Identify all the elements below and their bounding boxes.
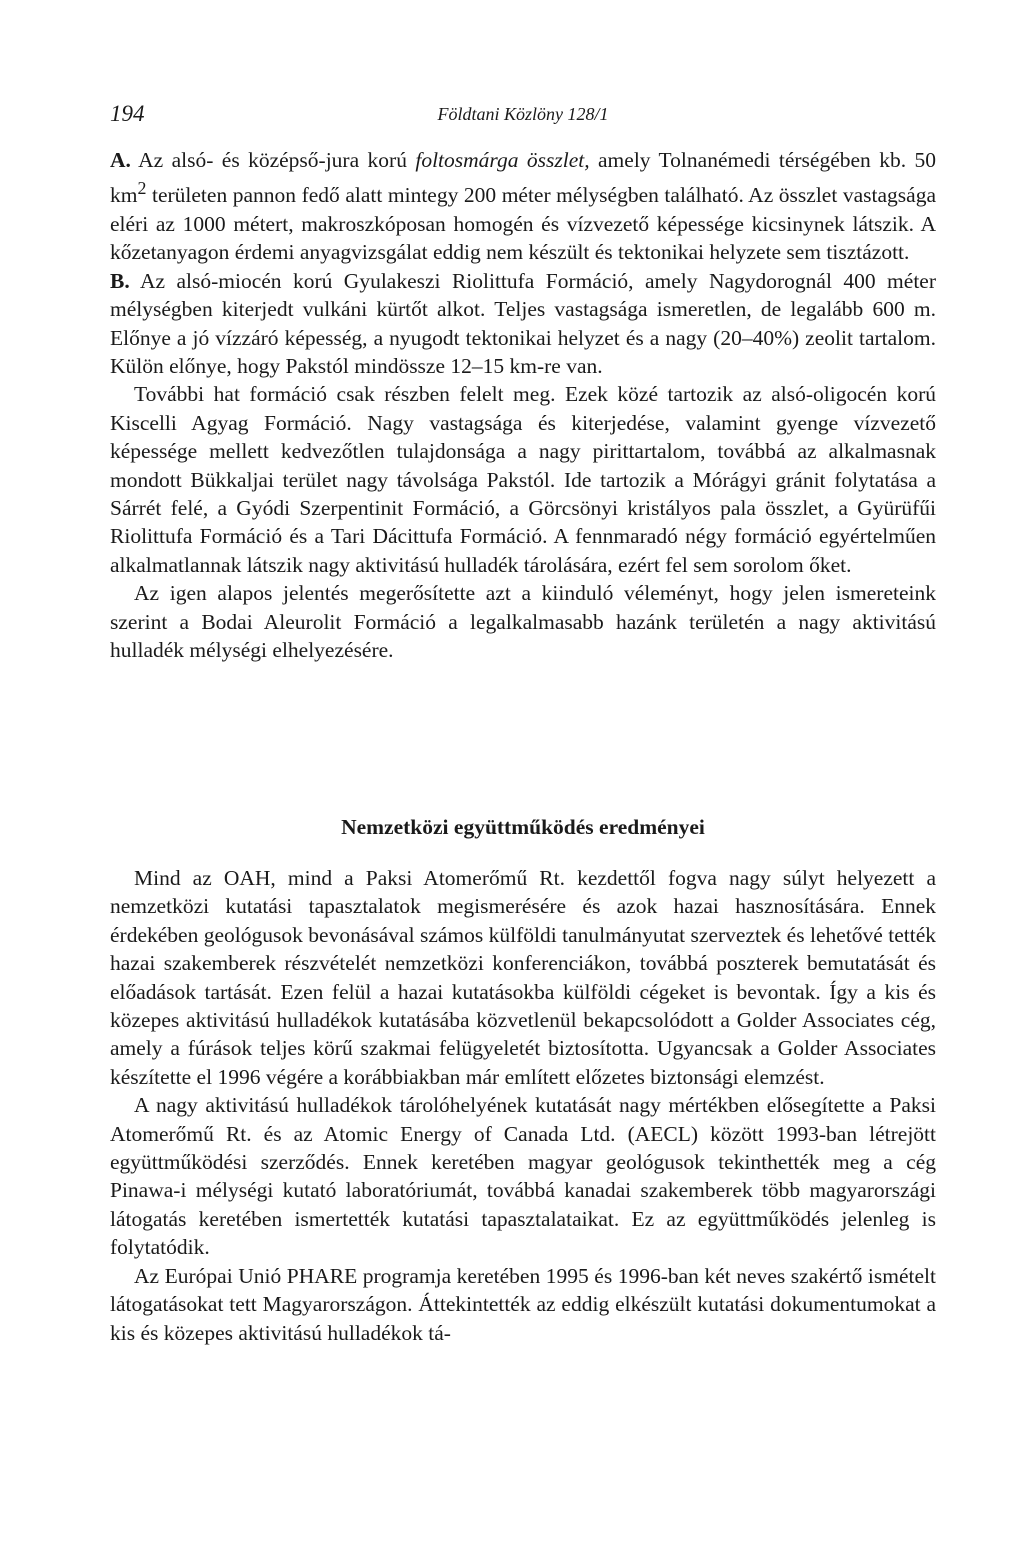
section-body [110, 864, 936, 1347]
item-label-b: B. [110, 268, 130, 293]
paragraph-b-text: Az alsó-miocén korú Gyulakeszi Riolittufa Formáció, amely Nagydorognál 400 méter mélységben kiterjedt vulkáni kürtőt alkot. Teljes vastagsága ismeretlen, de legalább 600 m. Előnye a jó vízzáró képesség, a nyugodt tektonikai helyzet és a nagy (20–40%) zeolit tartalom. Külön előnye, hogy Pakstól mindössze 12–15 km-re van. [110, 268, 936, 378]
paragraph-conclusion: Az igen alapos jelentés megerősítette azt a kiinduló véleményt, hogy jelen ismereteink szerint a Bodai Aleurolit Formáció a legalkalmasabb hazánk területén a nagy aktivitású hulladék mélységi elhelyezésére. [110, 581, 936, 663]
journal-title: Földtani Közlöny 128/1 [437, 104, 609, 124]
page-number: 194 [110, 101, 145, 126]
paragraph-a-italic-term: foltosmárga összlet, [415, 148, 590, 172]
item-label-a: A. [110, 148, 131, 172]
section-paragraph-2: A nagy aktivitású hulladékok tárolóhelyének kutatását nagy mértékben elősegítette a Paksi Atomerőmű Rt. és az Atomic Energy of Canada Ltd. (AECL) között 1993-ban létrejött együttműködési szerződés. Ennek keretében magyar geológusok tekinthették meg a cég Pinawa-i mélységi kutató laboratóriumát, továbbá kanadai szakemberek több magyarországi látogatás keretében ismertették kutatási tapasztalataikat. Ez az együttműködés jelenleg is folytatódik. [110, 1093, 936, 1260]
section-paragraph-1: Mind az OAH, mind a Paksi Atomerőmű Rt. kezdettől fogva nagy súlyt helyezett a nemzetközi kutatási tapasztalatok megismerésére és azok hazai hasznosítására. Ennek érdekében geológusok bevonásával számos külföldi tanulmányutat szerveztek és lehetővé tették hazai szakemberek részvételét nemzetközi konferenciákon, továbbá poszterek bemutatását és előadások tartását. Ezen felül a hazai kutatásokba külföldi cégeket is bevontak. Így a kis és közepes aktivitású hulladékok kutatásába közvetlenül bekapcsolódott a Golder Associates cég, amely a fúrások teljes körű szakmai felügyeletét biztosította. Ugyancsak a Golder Associates készítette el 1996 végére a korábbiakban már említett előzetes biztonsági elemzést. [110, 866, 936, 1089]
paragraph-a [110, 146, 936, 267]
running-header [110, 101, 936, 131]
superscript-2: 2 [137, 178, 147, 199]
body-text [110, 146, 936, 664]
paragraph-a-text-3: területen pannon fedő alatt mintegy 200 méter mélységben található. Az összlet vastagsága eléri az 1000 métert, makroszkóposan homogén és vízvezető képessége kicsinynek látszik. A kőzetanyagon érdemi anyagvizsgálat eddig nem készült és tektonikai helyzete sem tisztázott. [110, 183, 936, 265]
paragraph-other-formations: További hat formáció csak részben felelt meg. Ezek közé tartozik az alsó-oligocén korú Kiscelli Agyag Formáció. Nagy vastagsága és kiterjedése, valamint gyenge vízvezető képessége mellett kedvezőtlen tulajdonsága a nagy pirittartalom, továbbá az alkalmasnak mondott Bükkaljai terület nagy távolsága Pakstól. Ide tartozik a Mórágyi gránit folytatása a Sárrét felé, a Gyódi Szerpentinit Formáció, a Görcsönyi kristályos pala összlet, a Gyürüfűi Riolittufa Formáció és a Tari Dácittufa Formáció. A fennmaradó négy formáció egyértelműen alkalmatlannak látszik nagy aktivitású hulladék tárolására, ezért fel sem sorolom őket. [110, 382, 936, 577]
paragraph-a-text-1: Az alsó- és középső-jura korú [130, 148, 416, 172]
paragraph-b [110, 267, 936, 381]
section-heading: Nemzetközi együttműködés eredményei [341, 815, 705, 839]
paragraph-a-text-2: amely Tolnanémedi térségében kb. 50 km [110, 148, 936, 208]
section-paragraph-3: Az Európai Unió PHARE programja keretében 1995 és 1996-ban két neves szakértő ismételt látogatásokat tett Magyarországon. Áttekintették az eddig elkészült kutatási dokumentumokat a kis és közepes aktivitású hulladékok tá- [110, 1263, 936, 1345]
